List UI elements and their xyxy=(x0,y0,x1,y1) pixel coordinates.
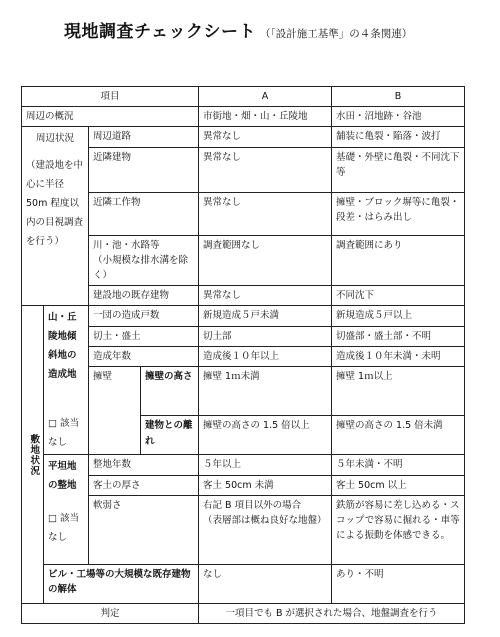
flat-label: 平坦地の整地 xyxy=(48,461,77,492)
slope-a: 新規造成５戸未満 xyxy=(199,306,332,326)
demolition-b: あり・不明 xyxy=(332,564,465,603)
table-row xyxy=(22,306,465,326)
table-row xyxy=(22,107,465,127)
softness-a: 右記 B 項目以外の場合 xyxy=(203,499,302,511)
page-title: 現地調査チェックシート xyxy=(64,22,256,42)
table-row xyxy=(22,326,465,346)
judgement-text: 一項目でも B が選択された場合、地盤調査を行う xyxy=(199,603,465,623)
flat-a: ５年以上 xyxy=(199,455,332,475)
nearby-b: 不同沈下 xyxy=(332,286,465,306)
flat-item: 客土の厚さ xyxy=(89,475,199,495)
softness-b: 鉄筋が容易に差し込める・スコップで容易に掘れる・車等による振動を体感できる。 xyxy=(332,495,465,564)
site-category xyxy=(22,306,44,603)
slope-category xyxy=(44,306,89,455)
wall-b: 擁壁の高さの 1.5 倍未満 xyxy=(332,416,465,455)
header-b: B xyxy=(332,87,465,107)
nearby-item-note: （小規模な排水溝を除く） xyxy=(93,254,189,281)
table-row xyxy=(22,564,465,603)
nearby-note: （建設地を中心に半径 50m 程度以内の目視調査を行う） xyxy=(26,160,84,248)
slope-b: 切盛部・盛土部・不明 xyxy=(332,326,465,346)
nearby-a: 異常なし xyxy=(199,127,332,147)
judgement-label: 判定 xyxy=(22,603,199,623)
table-row xyxy=(22,455,465,475)
table-row xyxy=(22,286,465,306)
nearby-b: 調査範囲にあり xyxy=(332,235,465,286)
flat-b: ５年未満・不明 xyxy=(332,455,465,475)
site-label: 敷地状況 xyxy=(28,433,40,476)
wall-b: 擁壁 1ｍ以上 xyxy=(332,366,465,415)
nearby-b: 舗装に亀裂・陥落・波打 xyxy=(332,127,465,147)
table-row xyxy=(22,603,465,623)
flat-b: 客土 50cm 以上 xyxy=(332,475,465,495)
table-row xyxy=(22,127,465,147)
surroundings-label: 周辺の概況 xyxy=(22,107,199,127)
flat-item: 軟弱さ xyxy=(89,495,199,564)
nearby-item-water xyxy=(89,235,199,286)
table-row xyxy=(22,147,465,192)
table-row xyxy=(22,192,465,235)
nearby-item: 建設地の既存建物 xyxy=(89,286,199,306)
wall-a: 擁壁 1ｍ未満 xyxy=(199,366,332,415)
flat-category xyxy=(44,455,89,564)
table-row xyxy=(22,346,465,366)
slope-a: 造成後１０年以上 xyxy=(199,346,332,366)
wall-item: 建物との離れ xyxy=(141,416,199,455)
table-row xyxy=(22,235,465,286)
slope-b: 造成後１０年未満・未明 xyxy=(332,346,465,366)
flat-item: 整地年数 xyxy=(89,455,199,475)
nearby-item: 川・池・水路等 xyxy=(93,239,160,251)
nearby-a: 調査範囲なし xyxy=(199,235,332,286)
demolition-item: ビル・工場等の大規模な既存建物の解体 xyxy=(44,564,199,603)
flat-checkbox[interactable]: □ 該当なし xyxy=(48,513,79,544)
wall-a: 擁壁の高さの 1.5 倍以上 xyxy=(199,416,332,455)
surroundings-a: 市街地・畑・山・丘陵地 xyxy=(199,107,332,127)
surroundings-b: 水田・沼地跡・谷池 xyxy=(332,107,465,127)
softness-a-note: （表層部は概ね良好な地盤） xyxy=(203,514,327,526)
page-subtitle: （「設計施工基準」の４条関連） xyxy=(260,28,413,40)
table-row xyxy=(22,475,465,495)
nearby-category xyxy=(22,127,89,306)
softness-a-cell xyxy=(199,495,332,564)
slope-item: 造成年数 xyxy=(89,346,199,366)
slope-checkbox[interactable]: □ 該当なし xyxy=(48,418,79,449)
slope-label: 山・丘陵地傾斜地の造成地 xyxy=(48,312,77,381)
table-row xyxy=(22,495,465,564)
check-table xyxy=(21,86,465,624)
nearby-b: 擁壁・ブロック塀等に亀裂・段差・はらみ出し xyxy=(332,192,465,235)
slope-item: 一団の造成戸数 xyxy=(89,306,199,326)
flat-a: 客土 50cm 未満 xyxy=(199,475,332,495)
nearby-b: 基礎・外壁に亀裂・不同沈下等 xyxy=(332,147,465,192)
document-title-block xyxy=(64,17,412,42)
nearby-item: 近隣工作物 xyxy=(89,192,199,235)
wall-item: 擁壁の高さ xyxy=(141,366,199,415)
slope-b: 新規造成５戸以上 xyxy=(332,306,465,326)
slope-a: 切土部 xyxy=(199,326,332,346)
nearby-a: 異常なし xyxy=(199,286,332,306)
demolition-a: なし xyxy=(199,564,332,603)
wall-label: 擁壁 xyxy=(89,366,141,454)
nearby-a: 異常なし xyxy=(199,192,332,235)
nearby-label: 周辺状況 xyxy=(35,133,74,145)
table-row xyxy=(22,366,465,415)
nearby-a: 異常なし xyxy=(199,147,332,192)
header-item: 項目 xyxy=(22,87,199,107)
header-a: A xyxy=(199,87,332,107)
nearby-item: 近隣建物 xyxy=(89,147,199,192)
slope-item: 切土・盛土 xyxy=(89,326,199,346)
table-header-row xyxy=(22,87,465,107)
nearby-item: 周辺道路 xyxy=(89,127,199,147)
